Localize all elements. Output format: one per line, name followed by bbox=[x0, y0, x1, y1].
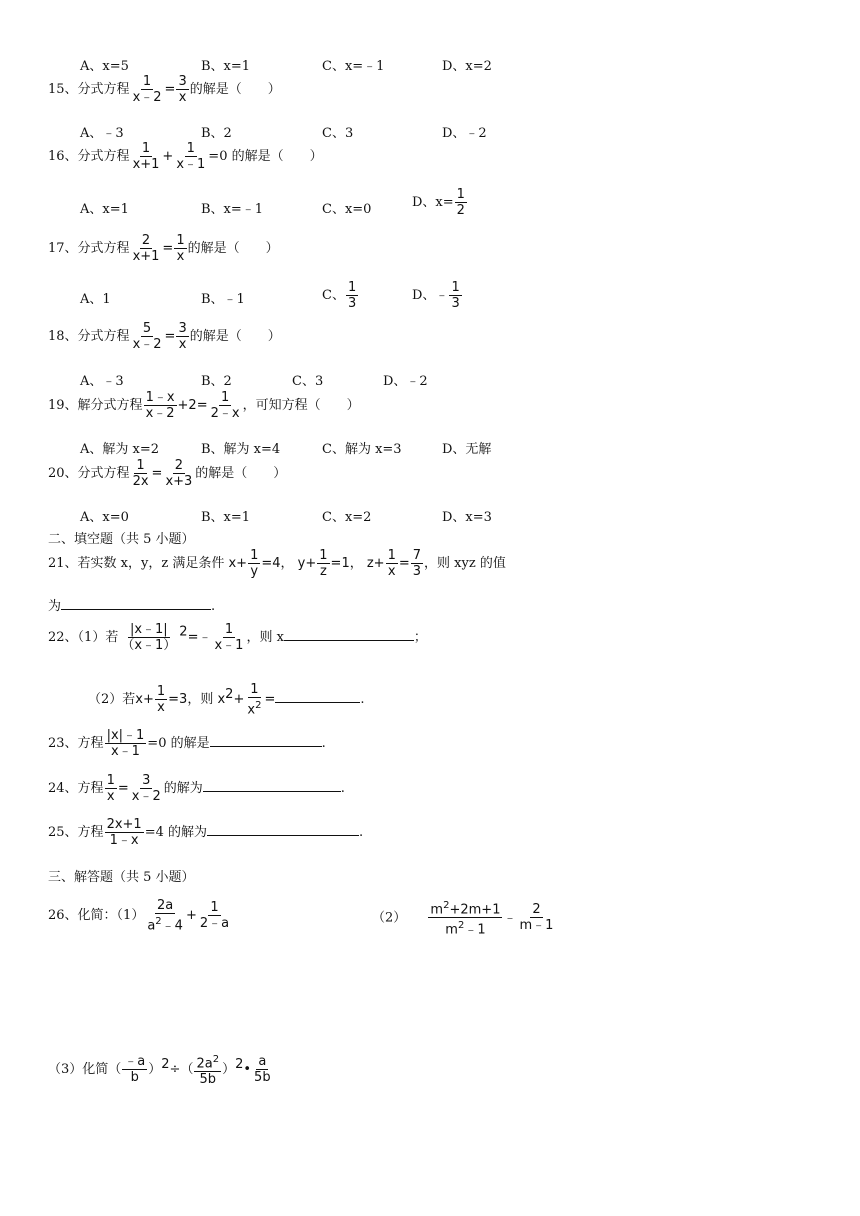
q15-option-d: D、﹣2 bbox=[442, 126, 487, 141]
semicolon: ； bbox=[413, 630, 427, 645]
exponent: 2 bbox=[155, 916, 162, 927]
dot-operator: • bbox=[243, 1062, 252, 1078]
fraction bbox=[131, 233, 162, 264]
q16-option-d bbox=[412, 187, 468, 218]
denominator: 2x bbox=[132, 474, 149, 489]
question-26-part-1 bbox=[48, 898, 232, 933]
numerator: 2a bbox=[196, 1056, 213, 1072]
question-22-part-1 bbox=[48, 622, 427, 653]
denominator: x﹣1 bbox=[110, 744, 140, 759]
q20-option-a: A、x=0 bbox=[80, 510, 129, 525]
denominator: （x﹣1） bbox=[121, 638, 177, 653]
denominator: x+3 bbox=[165, 474, 193, 489]
fraction bbox=[428, 898, 502, 938]
q16-option-a: A、x=1 bbox=[80, 202, 129, 217]
denominator: x bbox=[176, 249, 185, 264]
q17-option-b: B、﹣1 bbox=[201, 292, 245, 307]
denominator: b bbox=[130, 1070, 139, 1086]
question-18 bbox=[48, 321, 281, 352]
question-tail: ，则 x bbox=[246, 630, 284, 645]
fraction bbox=[145, 898, 185, 933]
q21-answer-line bbox=[48, 595, 215, 614]
question-number: 22、 bbox=[48, 630, 78, 645]
question-20 bbox=[48, 458, 286, 489]
question-tail: 的解为 bbox=[163, 781, 203, 796]
denominator: x bbox=[387, 564, 396, 579]
fraction bbox=[194, 1052, 221, 1087]
equals: = bbox=[164, 82, 176, 97]
option-label: D、﹣ bbox=[412, 288, 449, 303]
section-heading-fill-in: 二、填空题（共 5 小题） bbox=[48, 532, 195, 547]
exponent: 2 bbox=[161, 1056, 170, 1072]
expr-part: =4， bbox=[261, 556, 294, 571]
denominator: x+1 bbox=[132, 249, 160, 264]
fraction bbox=[209, 390, 242, 421]
equals: = bbox=[264, 692, 276, 708]
exponent: 2 bbox=[225, 686, 234, 702]
numerator: ﹣a bbox=[124, 1054, 146, 1070]
fraction bbox=[144, 390, 177, 421]
q20-option-c: C、x=2 bbox=[322, 510, 372, 525]
part-label: （3）化简（ bbox=[48, 1062, 122, 1078]
fraction bbox=[317, 548, 329, 579]
q14-option-b: B、x=1 bbox=[201, 59, 251, 74]
answer-blank[interactable] bbox=[203, 779, 341, 792]
equals: = bbox=[117, 781, 129, 796]
numerator: 3 bbox=[178, 74, 187, 89]
question-tail: 的解是（ ） bbox=[189, 82, 281, 97]
part-label: （2）若 bbox=[88, 692, 136, 708]
denominator: z bbox=[319, 564, 327, 579]
question-tail: =0 的解是（ ） bbox=[208, 149, 323, 164]
q19-option-a: A、解为 x=2 bbox=[80, 442, 160, 457]
numerator: 1 bbox=[224, 622, 234, 637]
denominator: 5b bbox=[254, 1070, 271, 1086]
denominator: 3 bbox=[347, 296, 357, 311]
numerator: 1 bbox=[176, 233, 185, 248]
numerator: 1 bbox=[186, 141, 195, 156]
question-24 bbox=[48, 773, 345, 804]
denominator: x bbox=[157, 700, 165, 716]
fraction bbox=[174, 141, 207, 172]
denominator: x+1 bbox=[132, 157, 160, 172]
question-number: 19、 bbox=[48, 398, 78, 413]
denominator: 2﹣x bbox=[210, 406, 240, 421]
denominator: x bbox=[247, 702, 256, 718]
fraction bbox=[212, 622, 245, 653]
numerator: 1 bbox=[141, 141, 151, 156]
numerator: 1 bbox=[250, 682, 259, 697]
question-tail: ，则 xyz 的值 bbox=[424, 556, 506, 571]
question-stem: 方程 bbox=[77, 736, 104, 751]
fraction bbox=[163, 458, 194, 489]
q20-option-b: B、x=1 bbox=[201, 510, 251, 525]
fraction bbox=[119, 622, 178, 653]
numerator: 7 bbox=[412, 548, 422, 563]
q15-option-a: A、﹣3 bbox=[80, 126, 124, 141]
period: . bbox=[359, 825, 364, 840]
denominator: x﹣1 bbox=[214, 638, 244, 653]
operator: =﹣ bbox=[187, 630, 212, 645]
fraction bbox=[105, 817, 144, 848]
exponent: 2 bbox=[457, 920, 465, 932]
numerator: 1 bbox=[136, 458, 145, 473]
numerator: 1 bbox=[220, 390, 230, 405]
q19-option-c: C、解为 x=3 bbox=[322, 442, 402, 457]
period: . bbox=[321, 736, 326, 751]
divide-sign: ÷（ bbox=[169, 1062, 194, 1078]
expr-part: = bbox=[398, 556, 410, 571]
expr-part: z+ bbox=[366, 556, 385, 571]
denominator: y bbox=[250, 564, 259, 579]
q17-option-a: A、1 bbox=[80, 292, 111, 307]
denominator: 2 bbox=[456, 203, 465, 218]
question-22-part-2 bbox=[88, 682, 364, 717]
expr-part: x+ bbox=[135, 692, 154, 708]
question-23 bbox=[48, 728, 326, 759]
fraction bbox=[346, 280, 358, 311]
question-16 bbox=[48, 141, 323, 172]
equals: = bbox=[164, 329, 176, 344]
question-26-part-2 bbox=[372, 898, 556, 938]
part-label: （1）若 bbox=[77, 630, 119, 645]
paren: ） bbox=[148, 1062, 162, 1078]
denominator: 3 bbox=[451, 296, 460, 311]
fraction bbox=[130, 773, 163, 804]
exponent: 2 bbox=[443, 900, 450, 911]
q19-option-b: B、解为 x=4 bbox=[201, 442, 281, 457]
fraction bbox=[245, 682, 263, 717]
numerator: 2x+1 bbox=[106, 817, 142, 832]
numerator: 1 bbox=[319, 548, 328, 563]
answer-blank[interactable] bbox=[210, 734, 322, 747]
question-stem: 解分式方程 bbox=[77, 398, 143, 413]
q18-option-a: A、﹣3 bbox=[80, 374, 124, 389]
fraction bbox=[176, 321, 188, 352]
question-tail: 的解是（ ） bbox=[195, 466, 287, 481]
question-number: 21、 bbox=[48, 556, 78, 571]
fraction bbox=[105, 773, 117, 804]
numerator: 3 bbox=[178, 321, 187, 336]
question-stem: 分式方程 bbox=[77, 241, 130, 256]
denominator: 1﹣x bbox=[109, 833, 139, 848]
numerator: 1 bbox=[451, 280, 460, 295]
denominator: 3 bbox=[412, 564, 422, 579]
expr-part: y+ bbox=[297, 556, 317, 571]
minus-sign: ﹣ bbox=[503, 910, 517, 926]
plus-sign: + bbox=[185, 908, 197, 924]
numerator: a bbox=[258, 1054, 267, 1070]
answer-blank[interactable] bbox=[61, 597, 211, 610]
fraction bbox=[248, 548, 260, 579]
fraction bbox=[131, 141, 162, 172]
denominator: a bbox=[147, 918, 156, 934]
question-21 bbox=[48, 548, 506, 579]
numerator: 5 bbox=[142, 321, 152, 336]
question-number: 16、 bbox=[48, 149, 78, 164]
numerator: 1 bbox=[142, 74, 152, 89]
numerator: 2a bbox=[157, 898, 174, 913]
question-number: 25、 bbox=[48, 825, 78, 840]
question-number: 17、 bbox=[48, 241, 78, 256]
fraction bbox=[155, 684, 167, 715]
numerator: 1 bbox=[156, 684, 166, 700]
question-tail: =0 的解是 bbox=[147, 736, 210, 751]
plus-sign: + bbox=[233, 692, 245, 708]
question-stem: 化简：（1） bbox=[77, 908, 145, 924]
denominator-tail: ﹣1 bbox=[464, 922, 486, 938]
exponent: 2 bbox=[179, 624, 188, 640]
numerator: 2 bbox=[532, 902, 541, 918]
denominator-tail: ﹣4 bbox=[161, 918, 183, 934]
fraction bbox=[122, 1054, 147, 1085]
numerator: 1 bbox=[210, 900, 219, 916]
plus-sign: + bbox=[162, 149, 174, 164]
q17-option-d bbox=[412, 280, 463, 311]
section-heading-solve: 三、解答题（共 5 小题） bbox=[48, 870, 195, 885]
answer-prefix: 为 bbox=[48, 599, 62, 614]
answer-blank[interactable] bbox=[207, 823, 359, 836]
numerator: 1 bbox=[106, 773, 115, 788]
q16-option-c: C、x=0 bbox=[322, 202, 372, 217]
q18-option-c: C、3 bbox=[292, 374, 324, 389]
numerator: 1 bbox=[250, 548, 259, 563]
answer-blank[interactable] bbox=[284, 628, 414, 641]
question-stem: 若实数 x，y，z 满足条件 bbox=[77, 556, 225, 571]
period: . bbox=[360, 692, 365, 708]
question-number: 26、 bbox=[48, 908, 78, 924]
question-25 bbox=[48, 817, 363, 848]
numerator: 2 bbox=[141, 233, 151, 248]
fraction bbox=[252, 1054, 273, 1085]
fraction bbox=[105, 728, 147, 759]
question-number: 24、 bbox=[48, 781, 78, 796]
denominator: x﹣2 bbox=[132, 90, 162, 105]
denominator: m bbox=[445, 922, 458, 938]
q16-option-b: B、x=﹣1 bbox=[201, 202, 264, 217]
q17-option-c bbox=[322, 280, 359, 311]
fraction bbox=[131, 74, 164, 105]
equals: = bbox=[162, 241, 174, 256]
q18-option-b: B、2 bbox=[201, 374, 232, 389]
question-tail: =4 的解为 bbox=[144, 825, 207, 840]
denominator: x bbox=[178, 337, 187, 352]
question-stem: 分式方程 bbox=[77, 466, 130, 481]
numerator: 1 bbox=[347, 280, 357, 295]
numerator: 1 bbox=[387, 548, 396, 563]
exponent: 2 bbox=[235, 1056, 244, 1072]
question-number: 20、 bbox=[48, 466, 78, 481]
q15-option-c: C、3 bbox=[322, 126, 354, 141]
question-stem: 方程 bbox=[77, 781, 104, 796]
q15-option-b: B、2 bbox=[201, 126, 232, 141]
denominator: 2﹣a bbox=[199, 916, 230, 932]
q19-option-d: D、无解 bbox=[442, 442, 492, 457]
question-stem: 分式方程 bbox=[77, 82, 130, 97]
numerator: |x﹣1| bbox=[129, 622, 168, 637]
numerator: 1 bbox=[456, 187, 465, 202]
equals: = bbox=[151, 466, 163, 481]
denominator: x﹣2 bbox=[132, 337, 162, 352]
period: . bbox=[340, 781, 345, 796]
fraction bbox=[174, 233, 186, 264]
fraction bbox=[198, 900, 231, 931]
numerator: m bbox=[430, 902, 444, 918]
denominator: x﹣1 bbox=[176, 157, 206, 172]
question-number: 15、 bbox=[48, 82, 78, 97]
q20-option-d: D、x=3 bbox=[442, 510, 492, 525]
question-stem: 分式方程 bbox=[77, 329, 130, 344]
question-number: 23、 bbox=[48, 736, 78, 751]
numerator: |x|﹣1 bbox=[106, 728, 145, 743]
question-tail: ，可知方程（ ） bbox=[242, 398, 360, 413]
fraction bbox=[131, 321, 164, 352]
fraction bbox=[449, 280, 461, 311]
question-15 bbox=[48, 74, 281, 105]
q18-option-d: D、﹣2 bbox=[383, 374, 428, 389]
operator: +2= bbox=[177, 398, 208, 413]
expr-part: =1， bbox=[330, 556, 363, 571]
option-label: C、 bbox=[322, 288, 345, 303]
question-stem: 方程 bbox=[77, 825, 104, 840]
q14-option-d: D、x=2 bbox=[442, 59, 492, 74]
numerator: 1﹣x bbox=[145, 390, 175, 405]
answer-blank[interactable] bbox=[275, 690, 360, 703]
denominator: x bbox=[106, 789, 115, 804]
question-number: 18、 bbox=[48, 329, 78, 344]
fraction bbox=[131, 458, 151, 489]
period: . bbox=[211, 599, 216, 614]
q14-option-a: A、x=5 bbox=[80, 59, 129, 74]
question-26-part-3 bbox=[48, 1052, 274, 1087]
numerator: 3 bbox=[142, 773, 151, 788]
expr-part: x bbox=[217, 692, 226, 708]
question-stem: 分式方程 bbox=[77, 149, 130, 164]
question-tail: 的解是（ ） bbox=[187, 241, 279, 256]
fraction bbox=[455, 187, 467, 218]
fraction bbox=[517, 902, 555, 933]
numerator-tail: +2m+1 bbox=[449, 902, 501, 918]
denominator: 5b bbox=[199, 1072, 217, 1088]
question-tail: 的解是（ ） bbox=[189, 329, 281, 344]
question-19 bbox=[48, 390, 360, 421]
expr-part: =3，则 bbox=[168, 692, 214, 708]
part-label: （2） bbox=[372, 910, 407, 926]
exponent: 2 bbox=[255, 700, 262, 711]
expr-part: x+ bbox=[228, 556, 248, 571]
denominator: m﹣1 bbox=[519, 918, 554, 934]
q14-option-c: C、x=﹣1 bbox=[322, 59, 385, 74]
exponent: 2 bbox=[212, 1054, 220, 1065]
question-17 bbox=[48, 233, 279, 264]
denominator: x bbox=[178, 90, 187, 105]
fraction bbox=[411, 548, 423, 579]
denominator: x﹣2 bbox=[145, 406, 175, 421]
fraction bbox=[386, 548, 398, 579]
option-label: D、x= bbox=[412, 195, 454, 210]
fraction bbox=[176, 74, 188, 105]
numerator: 2 bbox=[174, 458, 183, 473]
denominator: x﹣2 bbox=[131, 789, 161, 804]
paren: ） bbox=[222, 1062, 236, 1078]
